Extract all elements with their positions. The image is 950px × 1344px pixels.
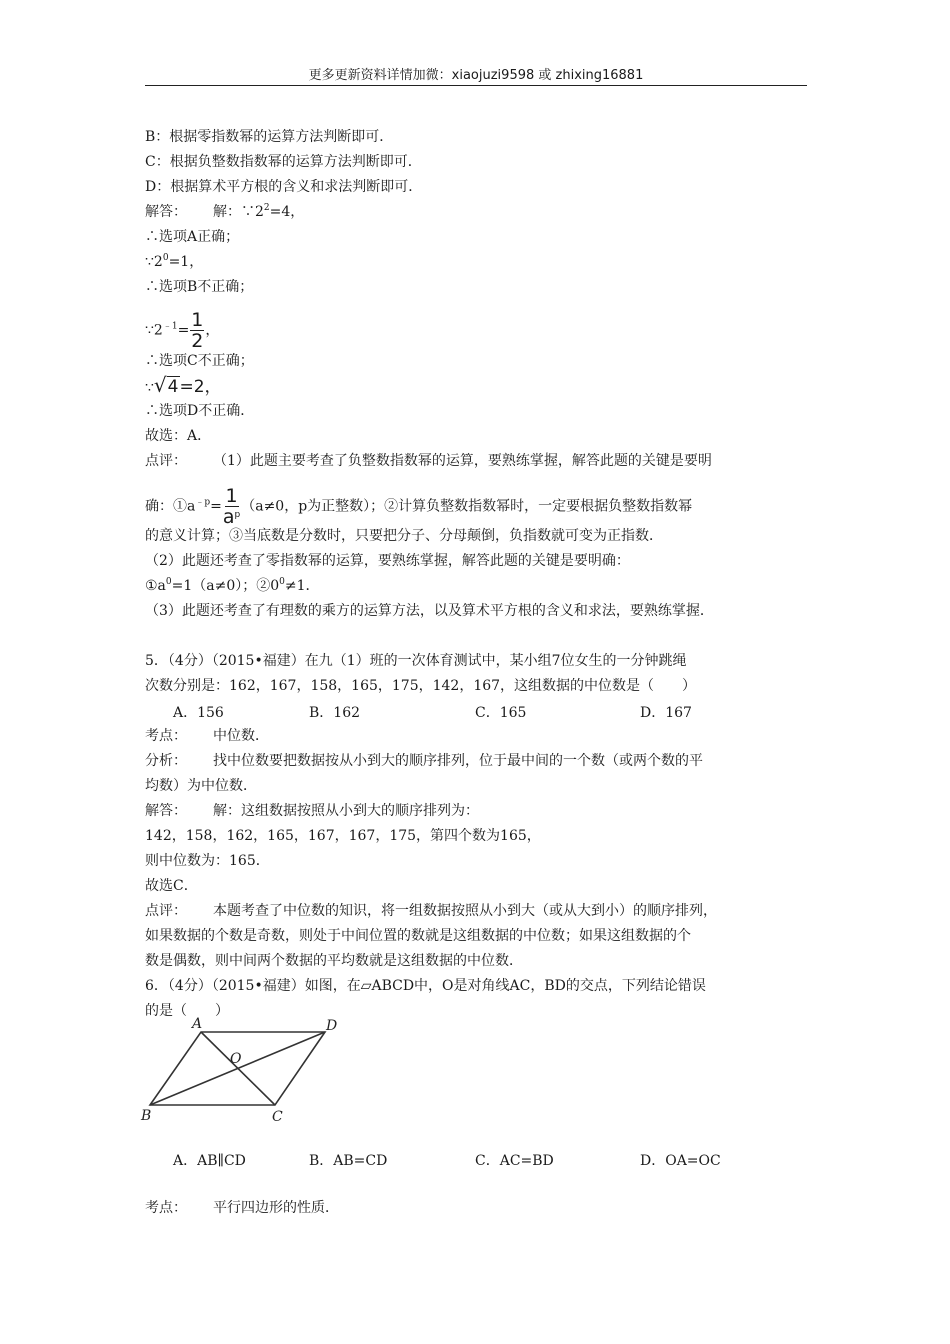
q4-c-line: C：根据负整数指数幂的运算方法判断即可． bbox=[145, 154, 422, 170]
q5-answer-line-1 bbox=[145, 802, 479, 820]
q5-comment-1: 本题考查了中位数的知识，将一组数据按照从小到大（或从大到小）的顺序排列， bbox=[213, 903, 717, 919]
q4-step-4-eq: = bbox=[177, 322, 190, 339]
q4-comment-2-eq: = bbox=[210, 498, 222, 515]
q4-step-6-a: ∵ bbox=[145, 380, 154, 396]
q6-option-d: D．OA=OC bbox=[640, 1153, 721, 1169]
ap-fraction-den-sup: p bbox=[234, 510, 241, 520]
q4-comment-5-b: =1（a≠0）；②0 bbox=[171, 578, 280, 594]
q5-answer-line-2: 142，158，162，165，167，167，175，第四个数为165， bbox=[145, 828, 541, 844]
center-label-o: O bbox=[230, 1051, 242, 1067]
q4-step-3: ∴选项B不正确； bbox=[145, 279, 254, 295]
q4-step-6 bbox=[145, 373, 222, 397]
q4-step-2 bbox=[145, 253, 203, 271]
q5-option-a: A．156 bbox=[173, 705, 224, 721]
q4-answer-line bbox=[145, 203, 304, 221]
vertex-label-c: C bbox=[272, 1109, 283, 1125]
header-rule bbox=[145, 85, 807, 86]
q4-answer-first-tail: =4， bbox=[269, 204, 305, 220]
q6-stem-2: 的是（ ） bbox=[145, 1003, 229, 1019]
q4-step-2-b: =1， bbox=[168, 254, 204, 270]
q5-answer-1: 解：这组数据按照从小到大的顺序排列为： bbox=[213, 803, 479, 819]
q4-comment-line-4: （2）此题还考查了零指数幂的运算，要熟练掌握，解答此题的关键是要明确： bbox=[145, 553, 630, 569]
q4-comment-5-c: ≠1． bbox=[284, 578, 320, 594]
q4-comment-5-a: ①a bbox=[145, 578, 166, 594]
q4-step-6-b: =2， bbox=[179, 377, 222, 397]
half-fraction bbox=[190, 310, 204, 351]
q4-b-line: B：根据零指数幂的运算方法判断即可． bbox=[145, 129, 394, 145]
q4-step-4-sup: ﹣1 bbox=[162, 321, 178, 332]
q4-step-5: ∴选项C不正确； bbox=[145, 353, 254, 369]
q5-answer-line-4: 故选C． bbox=[145, 878, 198, 894]
q5-keypoint: 中位数． bbox=[213, 728, 269, 744]
half-fraction-den: 2 bbox=[191, 330, 204, 352]
q5-option-b: B．162 bbox=[309, 705, 361, 721]
q4-comment-2-a: 确：①a bbox=[145, 498, 196, 515]
q6-stem-1: 6．（4分）（2015•福建）如图，在▱ABCD中，O是对角线AC，BD的交点，下列结论错误 bbox=[145, 978, 706, 994]
parallelogram-figure bbox=[138, 1015, 348, 1127]
q5-analysis-line-1 bbox=[145, 752, 703, 770]
ap-fraction bbox=[223, 486, 240, 527]
q6-keypoint: 平行四边形的性质． bbox=[213, 1200, 339, 1216]
q5-answer-label: 解答： bbox=[145, 803, 187, 819]
q4-step-2-sup: 0 bbox=[162, 253, 169, 263]
q4-comment-2-sup: ﹣p bbox=[195, 497, 211, 508]
q5-comment-line-1 bbox=[145, 902, 717, 920]
q5-keypoint-label: 考点： bbox=[145, 728, 187, 744]
q4-comment-5-sup1: 0 bbox=[165, 577, 172, 587]
q5-comment-label: 点评： bbox=[145, 903, 187, 919]
q4-comment-line-5 bbox=[145, 577, 320, 595]
q5-keypoint-line bbox=[145, 727, 269, 745]
q6-keypoint-label: 考点： bbox=[145, 1200, 187, 1216]
q6-option-b: B．AB=CD bbox=[309, 1153, 388, 1169]
q4-comment-line-3: 的意义计算；③当底数是分数时，只要把分子、分母颠倒，负指数就可变为正指数． bbox=[145, 528, 663, 544]
q5-analysis-1: 找中位数要把数据按从小到大的顺序排列，位于最中间的一个数（或两个数的平 bbox=[213, 753, 703, 769]
q4-answer-first-a: 解：∵2 bbox=[213, 204, 264, 220]
vertex-label-a: A bbox=[192, 1016, 203, 1032]
q4-comment-line-1 bbox=[145, 452, 712, 470]
q4-comment-line-6: （3）此题还考查了有理数的乘方的运算方法，以及算术平方根的含义和求法，要熟练掌握． bbox=[145, 603, 714, 619]
vertex-label-d: D bbox=[326, 1018, 338, 1034]
q5-analysis-label: 分析： bbox=[145, 753, 187, 769]
q4-step-4 bbox=[145, 310, 219, 351]
ap-fraction-num: 1 bbox=[225, 485, 238, 507]
q5-comment-line-3: 数是偶数，则中间两个数据的平均数就是这组数据的中位数． bbox=[145, 953, 523, 969]
page-header: 更多更新资料详情加微：xiaojuzi9598 或 zhixing16881 bbox=[308, 68, 644, 83]
q4-answer-label: 解答： bbox=[145, 204, 187, 220]
q4-step-2-a: ∵2 bbox=[145, 254, 163, 270]
ap-fraction-den-base: a bbox=[222, 506, 235, 528]
q5-option-d: D．167 bbox=[640, 705, 692, 721]
q4-answer-first-sup: 2 bbox=[263, 203, 270, 213]
q4-step-8: 故选：A． bbox=[145, 428, 212, 444]
sqrt-four bbox=[153, 373, 180, 397]
q6-keypoint-line bbox=[145, 1199, 339, 1217]
half-fraction-num: 1 bbox=[191, 309, 204, 331]
q4-step-4-tail: ， bbox=[205, 322, 220, 339]
q4-comment-line-2 bbox=[145, 486, 692, 527]
q4-step-1: ∴选项A正确； bbox=[145, 229, 240, 245]
q6-option-c: C．AC=BD bbox=[475, 1153, 554, 1169]
vertex-label-b: B bbox=[141, 1108, 152, 1124]
q4-step-7: ∴选项D不正确． bbox=[145, 403, 255, 419]
ap-fraction-den bbox=[223, 507, 240, 527]
q4-step-4-a: ∵2 bbox=[145, 322, 163, 339]
q4-d-line: D：根据算术平方根的含义和求法判断即可． bbox=[145, 179, 423, 195]
q5-comment-line-2: 如果数据的个数是奇数，则处于中间位置的数就是这组数据的中位数；如果这组数据的个 bbox=[145, 928, 691, 944]
q4-comment-1: （1）此题主要考查了负整数指数幂的运算，要熟练掌握，解答此题的关键是要明 bbox=[213, 453, 712, 469]
q4-comment-2-b: （a≠0，p为正整数）；②计算负整数指数幂时，一定要根据负整数指数幂 bbox=[241, 498, 693, 515]
q5-answer-line-3: 则中位数为：165． bbox=[145, 853, 270, 869]
q6-option-a: A．AB∥CD bbox=[173, 1153, 246, 1169]
q5-analysis-line-2: 均数）为中位数． bbox=[145, 778, 257, 794]
q5-option-c: C．165 bbox=[475, 705, 527, 721]
q5-stem-2: 次数分别是：162，167，158，165，175，142，167，这组数据的中位数是（ ） bbox=[145, 678, 697, 694]
sqrt-radical-icon: √ bbox=[153, 373, 167, 397]
q5-stem-1: 5．（4分）（2015•福建）在九（1）班的一次体育测试中，某小组7位女生的一分钟跳绳 bbox=[145, 653, 687, 669]
sqrt-radicand: 4 bbox=[167, 377, 179, 397]
q4-comment-label: 点评： bbox=[145, 453, 187, 469]
q4-comment-5-sup2: 0 bbox=[279, 577, 285, 587]
